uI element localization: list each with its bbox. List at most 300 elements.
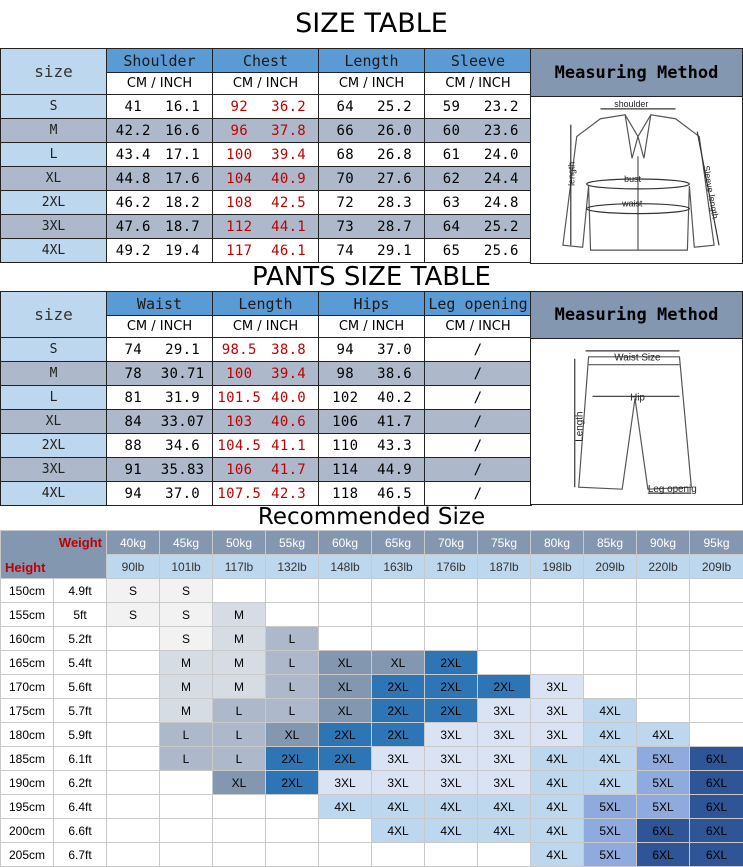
- cell-hips: [319, 410, 425, 434]
- cm-value: 94: [110, 486, 156, 502]
- recommended-size-cell: [160, 795, 213, 819]
- cell-length: [319, 167, 425, 191]
- table-row: [1, 362, 532, 386]
- recommended-size-cell: XL: [319, 675, 372, 699]
- inch-value: 36.2: [262, 99, 315, 115]
- cell-chest: [213, 119, 319, 143]
- table-row: [1, 410, 532, 434]
- height-cm: 170cm: [1, 675, 54, 699]
- recommended-size-cell: L: [266, 675, 319, 699]
- recommended-size-cell: XL: [213, 771, 266, 795]
- inch-value: 27.6: [368, 171, 421, 187]
- height-ft: 4.9ft: [54, 579, 107, 603]
- size-label: 2XL: [1, 434, 107, 458]
- cell-waist: [107, 410, 213, 434]
- size-column-header: size: [1, 49, 107, 95]
- jacket-diagram: [530, 96, 743, 264]
- table-row: [1, 338, 532, 362]
- pants-drawing: [531, 339, 742, 504]
- recommended-size-cell: [425, 579, 478, 603]
- table-row: [1, 386, 532, 410]
- label-sleeve: Sleeve length: [701, 165, 720, 220]
- cell-chest: [213, 191, 319, 215]
- recommended-size-cell: 4XL: [319, 795, 372, 819]
- recommended-size-cell: L: [266, 627, 319, 651]
- value: /: [474, 390, 483, 406]
- cell-shoulder: [107, 215, 213, 239]
- height-label: Height: [5, 560, 45, 575]
- size-table: [0, 48, 532, 263]
- recommended-size-cell: XL: [266, 723, 319, 747]
- cell-length: [319, 143, 425, 167]
- column-header-length: Length: [319, 49, 425, 73]
- recommended-size-cell: L: [266, 651, 319, 675]
- recommended-size-cell: [690, 651, 743, 675]
- height-cm: 200cm: [1, 819, 54, 843]
- recommended-size-cell: [690, 699, 743, 723]
- inch-value: 29.1: [368, 243, 421, 259]
- table-row: [1, 843, 743, 867]
- height-ft: 6.4ft: [54, 795, 107, 819]
- recommended-size-cell: L: [213, 699, 266, 723]
- table-row: [1, 795, 743, 819]
- cm-value: 112: [216, 219, 262, 235]
- cm-value: 106: [216, 462, 262, 478]
- cell-leg: [425, 386, 532, 410]
- cm-value: 47.6: [110, 219, 156, 235]
- recommended-size-cell: 2XL: [478, 675, 531, 699]
- inch-value: 38.6: [368, 366, 421, 382]
- weight-kg: 60kg: [319, 531, 372, 555]
- recommended-size-cell: [584, 627, 637, 651]
- recommended-size-cell: [690, 603, 743, 627]
- recommended-size-cell: [690, 723, 743, 747]
- size-label: 3XL: [1, 458, 107, 482]
- value: /: [474, 414, 483, 430]
- recommended-size-cell: [478, 603, 531, 627]
- cell-leg: [425, 482, 532, 506]
- height-ft: 6.6ft: [54, 819, 107, 843]
- recommended-size-table: [0, 530, 743, 867]
- unit-label: CM / INCH: [213, 316, 319, 338]
- recommended-size-cell: [319, 843, 372, 867]
- inch-value: 17.1: [156, 147, 209, 163]
- recommended-size-cell: 4XL: [531, 747, 584, 771]
- recommended-size-cell: [160, 819, 213, 843]
- recommended-size-cell: L: [213, 747, 266, 771]
- cm-value: 94: [322, 342, 368, 358]
- label-bust: bust: [624, 174, 641, 184]
- table-row: [1, 747, 743, 771]
- table-row: [1, 143, 532, 167]
- weight-kg: 70kg: [425, 531, 478, 555]
- cell-sleeve: [425, 143, 532, 167]
- table-row: [1, 699, 743, 723]
- recommended-size-cell: [372, 603, 425, 627]
- recommended-size-cell: S: [107, 579, 160, 603]
- recommended-size-cell: L: [266, 699, 319, 723]
- inch-value: 40.6: [262, 414, 315, 430]
- cell-chest: [213, 239, 319, 263]
- recommended-size-cell: [584, 651, 637, 675]
- cm-value: 91: [110, 462, 156, 478]
- cm-value: 64: [428, 219, 475, 235]
- cell-waist: [107, 434, 213, 458]
- cm-value: 104: [216, 171, 262, 187]
- pants-table: [0, 291, 532, 506]
- inch-value: 41.7: [262, 462, 315, 478]
- inch-value: 29.1: [156, 342, 209, 358]
- value: /: [474, 486, 483, 502]
- recommended-size-cell: 2XL: [372, 675, 425, 699]
- inch-value: 37.8: [262, 123, 315, 139]
- recommended-size-cell: 3XL: [372, 771, 425, 795]
- recommended-size-cell: [637, 603, 690, 627]
- size-label: L: [1, 143, 107, 167]
- height-cm: 185cm: [1, 747, 54, 771]
- weight-kg: 95kg: [690, 531, 743, 555]
- recommended-size-cell: 4XL: [531, 771, 584, 795]
- recommended-size-cell: 3XL: [372, 747, 425, 771]
- unit-label: CM / INCH: [319, 73, 425, 95]
- recommended-size-cell: [478, 651, 531, 675]
- weight-kg: 85kg: [584, 531, 637, 555]
- inch-value: 18.7: [156, 219, 209, 235]
- cell-hips: [319, 362, 425, 386]
- recommended-size-cell: 4XL: [637, 723, 690, 747]
- measuring-method-header: Measuring Method: [530, 48, 743, 97]
- recommended-size-cell: S: [107, 603, 160, 627]
- recommended-size-cell: 3XL: [531, 675, 584, 699]
- recommended-size-cell: 3XL: [425, 747, 478, 771]
- recommended-size-cell: 5XL: [584, 819, 637, 843]
- recommended-size-cell: 3XL: [531, 723, 584, 747]
- cell-shoulder: [107, 95, 213, 119]
- weight-kg: 45kg: [160, 531, 213, 555]
- cm-value: 60: [428, 123, 475, 139]
- height-cm: 165cm: [1, 651, 54, 675]
- cm-value: 84: [110, 414, 156, 430]
- weight-lb: 209lb: [584, 555, 637, 579]
- recommended-size-cell: 3XL: [478, 747, 531, 771]
- cell-waist: [107, 386, 213, 410]
- cm-value: 100: [216, 147, 262, 163]
- cell-sleeve: [425, 239, 532, 263]
- cell-length: [213, 386, 319, 410]
- cm-value: 46.2: [110, 195, 156, 211]
- recommended-size-cell: [637, 651, 690, 675]
- recommended-size-cell: [478, 627, 531, 651]
- recommended-size-cell: 2XL: [266, 771, 319, 795]
- pants-diagram: [530, 338, 743, 505]
- recommended-size-cell: [531, 627, 584, 651]
- cm-value: 43.4: [110, 147, 156, 163]
- recommended-size-cell: L: [160, 723, 213, 747]
- weight-kg: 50kg: [213, 531, 266, 555]
- table-row: [1, 627, 743, 651]
- size-table-title: SIZE TABLE: [0, 2, 743, 46]
- table-row: [1, 119, 532, 143]
- recommended-size-cell: [531, 579, 584, 603]
- inch-value: 16.6: [156, 123, 209, 139]
- recommended-size-cell: [319, 819, 372, 843]
- inch-value: 24.0: [475, 147, 528, 163]
- recommended-size-cell: 3XL: [478, 723, 531, 747]
- recommended-size-cell: [107, 795, 160, 819]
- recommended-size-cell: [531, 603, 584, 627]
- cell-sleeve: [425, 191, 532, 215]
- height-ft: 6.7ft: [54, 843, 107, 867]
- pants-table-title: PANTS SIZE TABLE: [0, 262, 743, 292]
- unit-label: CM / INCH: [425, 316, 532, 338]
- unit-label: CM / INCH: [425, 73, 532, 95]
- recommended-size-cell: 6XL: [637, 843, 690, 867]
- column-header-chest: Chest: [213, 49, 319, 73]
- height-ft: 5.9ft: [54, 723, 107, 747]
- size-label: 3XL: [1, 215, 107, 239]
- weight-lb: 187lb: [478, 555, 531, 579]
- cell-length: [213, 362, 319, 386]
- inch-value: 39.4: [262, 147, 315, 163]
- recommended-size-cell: [213, 843, 266, 867]
- recommended-size-cell: [160, 843, 213, 867]
- size-label: M: [1, 362, 107, 386]
- cell-waist: [107, 458, 213, 482]
- inch-value: 26.8: [368, 147, 421, 163]
- recommended-size-cell: [213, 579, 266, 603]
- cm-value: 88: [110, 438, 156, 454]
- cell-length: [319, 215, 425, 239]
- label-length: length: [567, 162, 577, 186]
- recommended-size-cell: 5XL: [637, 771, 690, 795]
- height-ft: 5.7ft: [54, 699, 107, 723]
- inch-value: 35.83: [156, 462, 209, 478]
- recommended-size-cell: S: [160, 627, 213, 651]
- table-row: [1, 167, 532, 191]
- cell-sleeve: [425, 119, 532, 143]
- cell-shoulder: [107, 143, 213, 167]
- cm-value: 74: [322, 243, 368, 259]
- weight-kg: 75kg: [478, 531, 531, 555]
- recommended-size-cell: [107, 675, 160, 699]
- column-header-length: Length: [213, 292, 319, 316]
- recommended-size-cell: [584, 579, 637, 603]
- recommended-size-cell: 5XL: [584, 843, 637, 867]
- recommended-size-cell: [425, 603, 478, 627]
- recommended-size-cell: [319, 579, 372, 603]
- unit-label: CM / INCH: [213, 73, 319, 95]
- cm-value: 117: [216, 243, 262, 259]
- table-row: [1, 434, 532, 458]
- cell-leg: [425, 434, 532, 458]
- recommended-size-cell: M: [213, 675, 266, 699]
- recommended-size-cell: [372, 843, 425, 867]
- recommended-size-cell: [107, 747, 160, 771]
- cm-value: 64: [322, 99, 368, 115]
- cell-sleeve: [425, 167, 532, 191]
- cell-length: [213, 434, 319, 458]
- size-label: 4XL: [1, 239, 107, 263]
- recommended-size-cell: [319, 627, 372, 651]
- inch-value: 44.1: [262, 219, 315, 235]
- column-header-sleeve: Sleeve: [425, 49, 532, 73]
- cm-value: 63: [428, 195, 475, 211]
- recommended-size-cell: [266, 603, 319, 627]
- cell-length: [213, 410, 319, 434]
- recommended-title: Recommended Size: [0, 503, 743, 531]
- inch-value: 34.6: [156, 438, 209, 454]
- recommended-size-cell: [319, 603, 372, 627]
- size-label: 4XL: [1, 482, 107, 506]
- recommended-size-cell: M: [160, 651, 213, 675]
- label-leg-opening: Leg openig: [648, 484, 697, 495]
- cm-value: 110: [322, 438, 368, 454]
- recommended-size-cell: 4XL: [584, 747, 637, 771]
- cell-leg: [425, 458, 532, 482]
- inch-value: 31.9: [156, 390, 209, 406]
- cm-value: 118: [322, 486, 368, 502]
- cm-value: 41: [110, 99, 156, 115]
- cell-length: [319, 239, 425, 263]
- cell-length: [319, 95, 425, 119]
- cell-shoulder: [107, 239, 213, 263]
- recommended-size-cell: M: [213, 603, 266, 627]
- recommended-size-cell: S: [160, 579, 213, 603]
- weight-lb: 117lb: [213, 555, 266, 579]
- cm-value: 78: [110, 366, 156, 382]
- weight-lb: 209lb: [690, 555, 743, 579]
- recommended-size-cell: 5XL: [584, 795, 637, 819]
- cm-value: 100: [216, 366, 262, 382]
- inch-value: 18.2: [156, 195, 209, 211]
- recommended-size-cell: 6XL: [690, 771, 743, 795]
- label-pants-length: Length: [575, 412, 586, 442]
- weight-label: Weight: [59, 535, 102, 550]
- table-row: [1, 482, 532, 506]
- recommended-size-cell: [107, 771, 160, 795]
- column-header-waist: Waist: [107, 292, 213, 316]
- weight-kg: 80kg: [531, 531, 584, 555]
- inch-value: 40.2: [368, 390, 421, 406]
- recommended-size-cell: [107, 723, 160, 747]
- size-label: L: [1, 386, 107, 410]
- table-row: [1, 215, 532, 239]
- size-label: XL: [1, 167, 107, 191]
- cm-value: 102: [322, 390, 368, 406]
- recommended-size-cell: [425, 627, 478, 651]
- unit-label: CM / INCH: [319, 316, 425, 338]
- recommended-size-cell: 6XL: [690, 819, 743, 843]
- recommended-size-cell: 4XL: [425, 819, 478, 843]
- height-cm: 180cm: [1, 723, 54, 747]
- recommended-size-cell: 4XL: [584, 723, 637, 747]
- recommended-size-cell: [372, 579, 425, 603]
- size-label: XL: [1, 410, 107, 434]
- cm-value: 104.5: [216, 438, 262, 454]
- recommended-size-cell: 2XL: [319, 723, 372, 747]
- inch-value: 24.8: [475, 195, 528, 211]
- recommended-size-cell: [531, 651, 584, 675]
- value: /: [474, 366, 483, 382]
- height-ft: 6.2ft: [54, 771, 107, 795]
- recommended-size-cell: [266, 843, 319, 867]
- value: /: [474, 438, 483, 454]
- cell-chest: [213, 215, 319, 239]
- cm-value: 61: [428, 147, 475, 163]
- recommended-size-cell: 2XL: [425, 675, 478, 699]
- cm-value: 114: [322, 462, 368, 478]
- inch-value: 28.7: [368, 219, 421, 235]
- inch-value: 25.2: [368, 99, 421, 115]
- height-ft: 5.2ft: [54, 627, 107, 651]
- height-ft: 6.1ft: [54, 747, 107, 771]
- size-label: M: [1, 119, 107, 143]
- inch-value: 39.4: [262, 366, 315, 382]
- inch-value: 42.3: [262, 486, 315, 502]
- label-waist-size: Waist Size: [614, 353, 661, 364]
- inch-value: 25.2: [475, 219, 528, 235]
- table-row: [1, 239, 532, 263]
- cell-shoulder: [107, 167, 213, 191]
- inch-value: 37.0: [156, 486, 209, 502]
- cm-value: 96: [216, 123, 262, 139]
- cell-length: [213, 482, 319, 506]
- table-row: [1, 603, 743, 627]
- inch-value: 33.07: [156, 414, 209, 430]
- cm-value: 103: [216, 414, 262, 430]
- recommended-size-cell: L: [213, 723, 266, 747]
- cm-value: 98: [322, 366, 368, 382]
- inch-value: 44.9: [368, 462, 421, 478]
- cell-leg: [425, 410, 532, 434]
- cm-value: 92: [216, 99, 262, 115]
- recommended-size-cell: [107, 819, 160, 843]
- recommended-size-cell: [107, 843, 160, 867]
- recommended-size-cell: [637, 675, 690, 699]
- weight-lb: 148lb: [319, 555, 372, 579]
- height-ft: 5.6ft: [54, 675, 107, 699]
- column-header-leg-opening: Leg opening: [425, 292, 532, 316]
- recommended-size-cell: 2XL: [372, 723, 425, 747]
- cm-value: 42.2: [110, 123, 156, 139]
- inch-value: 16.1: [156, 99, 209, 115]
- weight-lb: 90lb: [107, 555, 160, 579]
- recommended-size-cell: [478, 843, 531, 867]
- inch-value: 46.1: [262, 243, 315, 259]
- recommended-size-cell: [107, 627, 160, 651]
- recommended-size-cell: [637, 579, 690, 603]
- inch-value: 42.5: [262, 195, 315, 211]
- weight-lb: 163lb: [372, 555, 425, 579]
- cm-value: 81: [110, 390, 156, 406]
- cm-value: 62: [428, 171, 475, 187]
- recommended-size-cell: [584, 675, 637, 699]
- cell-chest: [213, 143, 319, 167]
- value: /: [474, 462, 483, 478]
- recommended-size-cell: [690, 675, 743, 699]
- cm-value: 107.5: [216, 486, 262, 502]
- recommended-size-cell: 5XL: [637, 795, 690, 819]
- recommended-size-cell: 4XL: [478, 795, 531, 819]
- cell-length: [213, 338, 319, 362]
- table-row: [1, 458, 532, 482]
- inch-value: 43.3: [368, 438, 421, 454]
- recommended-size-cell: 4XL: [372, 795, 425, 819]
- inch-value: 23.2: [475, 99, 528, 115]
- table-row: [1, 819, 743, 843]
- cm-value: 101.5: [216, 390, 262, 406]
- recommended-size-cell: 4XL: [531, 795, 584, 819]
